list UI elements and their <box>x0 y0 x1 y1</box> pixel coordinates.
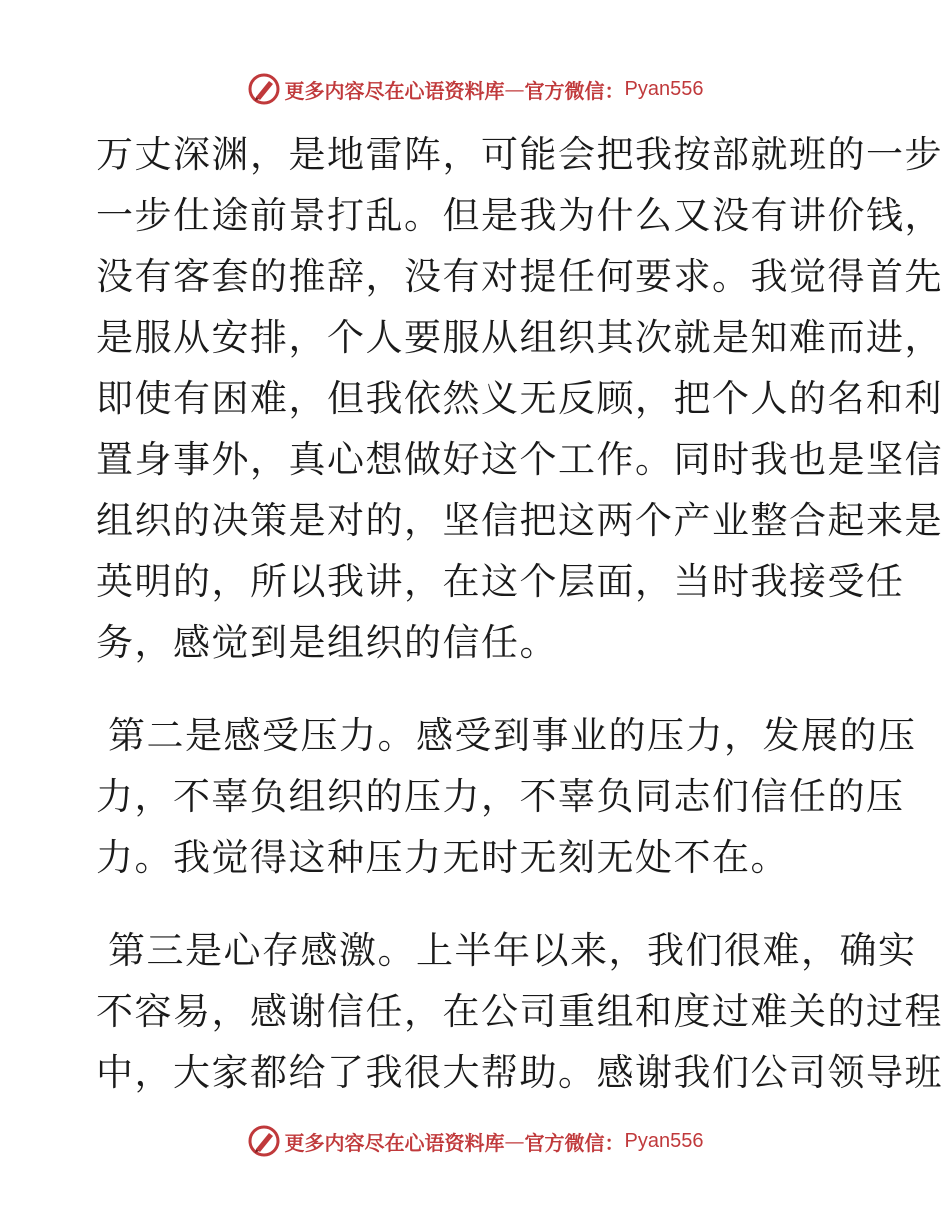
text-line: 英明的，所以我讲，在这个层面，当时我接受任 <box>96 560 905 603</box>
pen-logo-icon <box>247 1124 281 1158</box>
footer-banner-text: 更多内容尽在心语资料库 <box>284 1130 505 1155</box>
text-line: 万丈深渊，是地雷阵，可能会把我按部就班的一步 <box>96 133 943 176</box>
text-line: 是服从安排，个人要服从组织其次就是知难而进， <box>96 316 943 359</box>
header-separator: — <box>504 77 525 101</box>
header-banner-text: 更多内容尽在心语资料库 <box>284 78 505 103</box>
text-line: 组织的决策是对的，坚信把这两个产业整合起来是 <box>96 499 943 542</box>
text-line: 第二是感受压力。感受到事业的压力，发展的压 <box>108 714 917 757</box>
footer-separator: — <box>504 1129 525 1153</box>
text-line: 一步仕途前景打乱。但是我为什么又没有讲价钱， <box>96 194 943 237</box>
footer-wechat-label: 官方微信： <box>524 1130 625 1155</box>
text-line: 不容易，感谢信任，在公司重组和度过难关的过程 <box>96 990 943 1033</box>
text-line: 务，感觉到是组织的信任。 <box>96 621 558 664</box>
paragraph-1 <box>96 124 943 673</box>
text-line: 力，不辜负组织的压力，不辜负同志们信任的压 <box>96 775 905 818</box>
text-line: 即使有困难，但我依然义无反顾，把个人的名和利 <box>96 377 943 420</box>
text-line: 中，大家都给了我很大帮助。感谢我们公司领导班 <box>96 1051 943 1094</box>
text-line: 第三是心存感激。上半年以来，我们很难，确实 <box>108 929 917 972</box>
document-body <box>96 124 943 1103</box>
header-banner <box>0 72 950 106</box>
header-wechat-id: Pyan556 <box>624 77 704 100</box>
text-line: 没有客套的推辞，没有对提任何要求。我觉得首先 <box>96 255 943 298</box>
footer-wechat-id: Pyan556 <box>624 1129 704 1152</box>
pen-logo-icon <box>247 72 281 106</box>
paragraph-2 <box>96 705 917 888</box>
text-line: 力。我觉得这种压力无时无刻无处不在。 <box>96 836 789 879</box>
footer-banner <box>0 1124 950 1158</box>
paragraph-3 <box>96 920 943 1103</box>
text-line: 置身事外，真心想做好这个工作。同时我也是坚信 <box>96 438 943 481</box>
header-wechat-label: 官方微信： <box>524 78 625 103</box>
